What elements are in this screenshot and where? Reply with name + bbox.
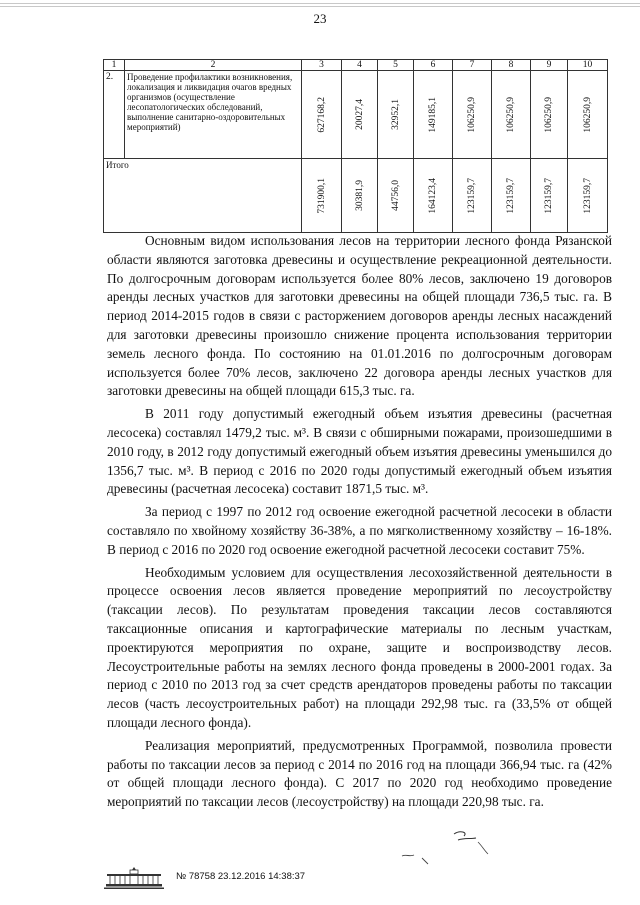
header-cell: 7	[453, 60, 492, 71]
value-cell: 30381,9	[354, 180, 365, 211]
value-cell: 149185,1	[428, 96, 438, 133]
financing-table	[103, 59, 608, 233]
top-border-line	[0, 3, 640, 4]
header-cell: 10	[568, 60, 608, 71]
header-cell: 3	[302, 60, 342, 71]
value-cell: 32952,1	[390, 99, 401, 130]
table-header-row	[104, 60, 608, 71]
row-name: Проведение профилактики возникновения, локализация и ликвидация очагов вредных организмов (осуществление лесопатологических обследований, выполнение санитарно-оздоровительных мероприятий)	[125, 71, 302, 159]
value-cell: 20027,4	[354, 99, 365, 130]
value-cell: 44756,0	[390, 180, 401, 211]
value-cell: 627168,2	[316, 96, 327, 133]
paragraph: Реализация мероприятий, предусмотренных Программой, позволила провести работы по таксации лесов за период с 2014 по 2016 год на площади 366,94 тыс. га (42% от общей площади лесного фонда). С 2017 по 2020 год необходимо проведение мероприятий по таксации лесов (лесоустройству) на площади 220,98 тыс. га.	[107, 737, 612, 810]
value-cell: 106250,9	[467, 96, 477, 133]
body-text	[107, 232, 612, 816]
header-cell: 2	[125, 60, 302, 71]
value-cell: 123159,7	[582, 177, 593, 214]
government-building-icon	[103, 866, 165, 890]
value-cell: 106250,9	[582, 96, 593, 133]
paragraph: Необходимым условием для осуществления лесохозяйственной деятельности в процессе освоения лесов является проведение мероприятий по лесоустройству (таксации лесов). По результатам проведения таксации лесов составляются таксационные описания и картографические материалы по лесным участкам, проектируются мероприятия по охране, защите и воспроизводству лесов. Лесоустроительные работы на землях лесного фонда проведены в 2000-2001 годах. За период с 2010 по 2013 год за счет средств арендаторов проведены работы по таксации лесов (часть лесоустроительных работ) на площади 292,98 тыс. га (33,5% от общей площади лесного фонда).	[107, 564, 612, 730]
value-cell: 164123,4	[428, 177, 438, 214]
value-cell: 123159,7	[467, 177, 477, 214]
header-cell: 4	[342, 60, 378, 71]
document-stamp: № 78758 23.12.2016 14:38:37	[176, 871, 306, 882]
top-border-line-2	[0, 6, 640, 7]
table-row-total	[104, 159, 608, 233]
header-cell: 6	[414, 60, 453, 71]
header-cell: 9	[531, 60, 568, 71]
value-cell: 123159,7	[506, 177, 516, 214]
value-cell: 123159,7	[544, 177, 554, 214]
row-name-total: Итого	[104, 159, 302, 233]
paragraph: В 2011 году допустимый ежегодный объем изъятия древесины (расчетная лесосека) составлял 1479,2 тыс. м³. В связи с обширными пожарами, произошедшими в 2010 году, в 2012 году допустимый ежегодный объем изъятия древесины уменьшился до 1356,7 тыс. м³. В период с 2016 по 2020 годы допустимый ежегодный объем изъятия древесины (расчетная лесосека) составит 1871,5 тыс. м³.	[107, 406, 612, 497]
row-number: 2.	[104, 71, 125, 159]
paragraph: Основным видом использования лесов на территории лесного фонда Рязанской области являются заготовка древесины и осуществление рекреационной деятельности. По долгосрочным договорам используется более 80% лесов, заключено 19 договоров аренды лесных участков для заготовки древесины на общей площади 736,5 тыс. га. В период 2014-2015 годов в связи с расторжением договоров аренды лесных насаждений для заготовки древесины произошло снижение процента использования территории земель лесного фонда. По состоянию на 01.01.2016 по долгосрочным договорам используется более 70% лесов, заключено 22 договора аренды лесных участков для заготовки древесины на общей площади 615,3 тыс. га.	[107, 233, 612, 399]
value-cell: 731900,1	[316, 177, 327, 214]
header-cell: 5	[378, 60, 414, 71]
value-cell: 106250,9	[506, 96, 516, 133]
paragraph: За период с 1997 по 2012 год освоение ежегодной расчетной лесосеки в области составляло по хвойному хозяйству 36-38%, а по мягколиственному хозяйству – 16-18%. В период с 2016 по 2020 год освоение ежегодной расчетной лесосеки составит 75%.	[107, 504, 612, 557]
value-cell: 106250,9	[544, 96, 554, 133]
page-number: 23	[313, 11, 327, 26]
handwritten-signature-icon	[398, 826, 496, 866]
header-cell: 8	[492, 60, 531, 71]
table-row	[104, 71, 608, 159]
header-cell: 1	[104, 60, 125, 71]
